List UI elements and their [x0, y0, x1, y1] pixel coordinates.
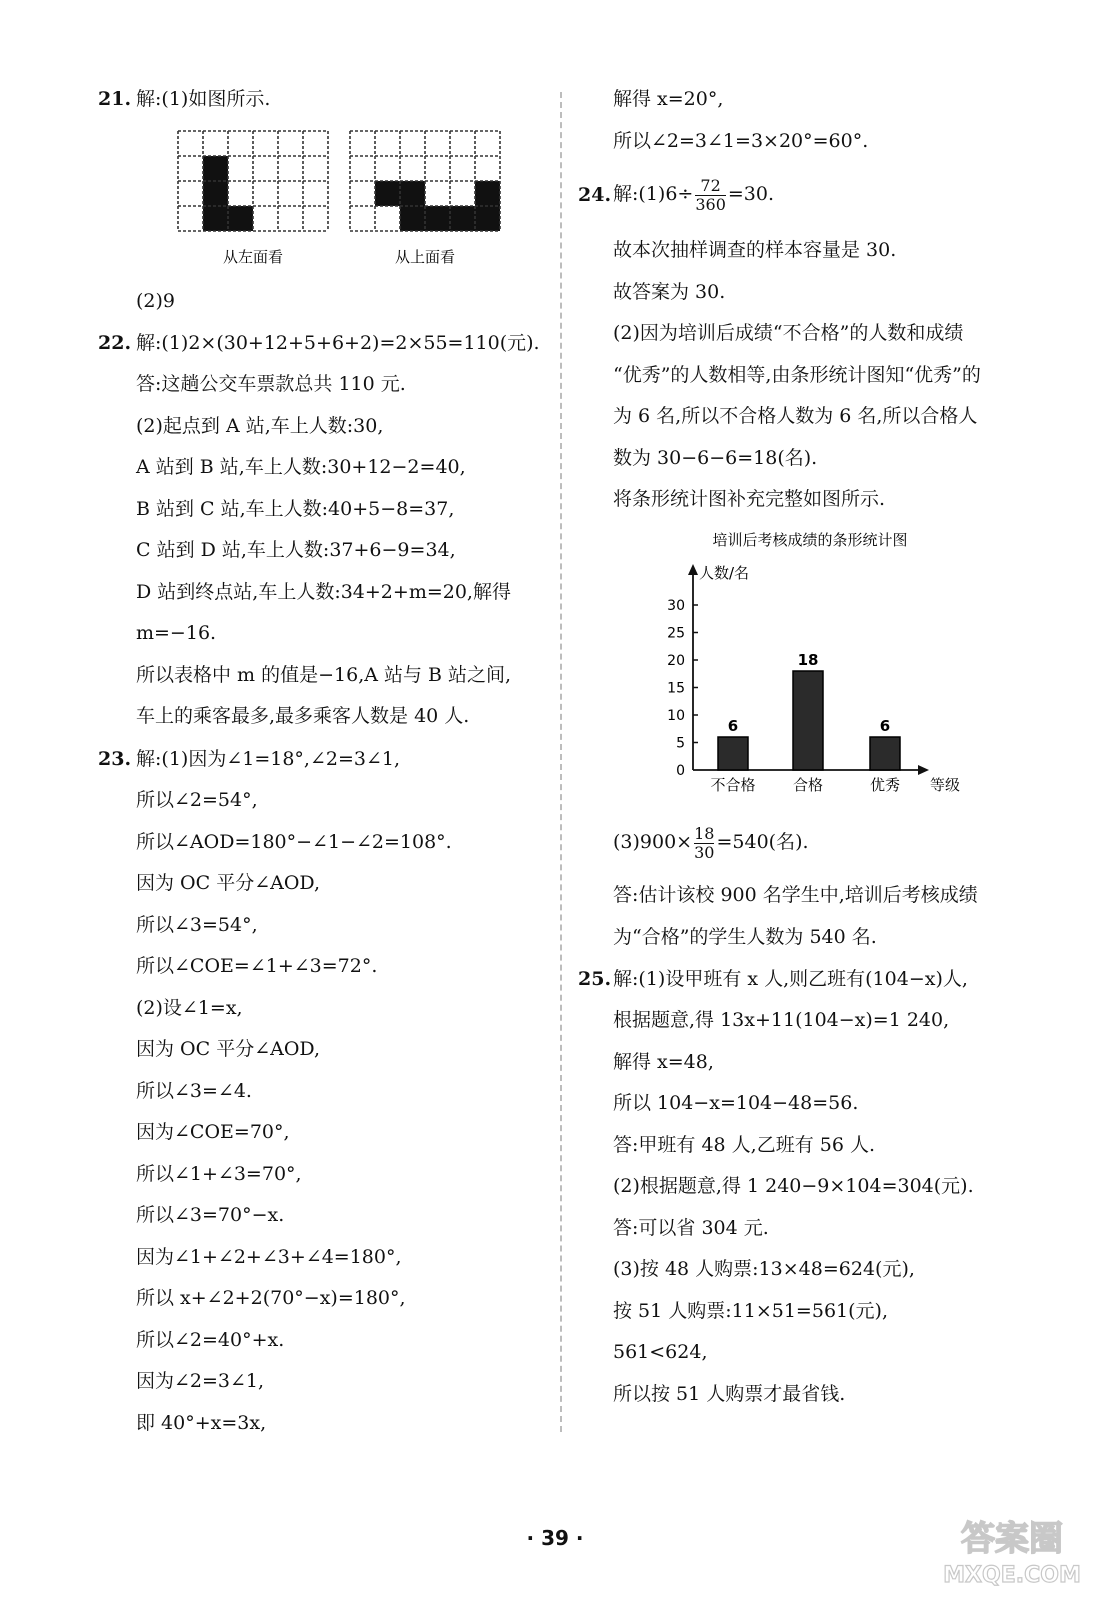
answer-line: 因为 OC 平分∠AOD, [136, 872, 321, 894]
x-tick-label: 合格 [792, 776, 824, 794]
watermark-logo-text: 答案圈 [961, 1519, 1063, 1559]
answer-line: C 站到 D 站,车上人数:37+6−9=34, [136, 539, 456, 561]
answer-line: 按 51 人购票:11×51=561(元), [613, 1300, 888, 1322]
answer-line-fraction [613, 818, 809, 866]
question-number: 22. [98, 332, 132, 354]
answer-line: (2)根据题意,得 1 240−9×104=304(元). [613, 1175, 974, 1197]
y-axis-label: 人数/名 [699, 564, 750, 582]
answer-line: 数为 30−6−6=18(名). [613, 447, 818, 469]
y-tick-label: 20 [667, 653, 685, 669]
x-tick-label: 不合格 [710, 776, 756, 794]
question-number: 21. [98, 88, 132, 110]
answer-line: 答:可以省 304 元. [613, 1217, 769, 1239]
answer-line: A 站到 B 站,车上人数:30+12−2=40, [136, 456, 466, 478]
x-axis-arrow [918, 765, 929, 775]
y-tick-label: 15 [667, 680, 685, 697]
question-number: 24. [578, 184, 612, 206]
fraction [695, 177, 726, 214]
answer-line: 根据题意,得 13x+11(104−x)=1 240, [613, 1009, 950, 1031]
answer-line: 即 40°+x=3x, [136, 1412, 267, 1434]
left-view-grid [178, 131, 328, 231]
answer-line: 解:(1)设甲班有 x 人,则乙班有(104−x)人, [613, 968, 968, 990]
fraction-numerator: 72 [700, 175, 721, 195]
bar-1 [718, 737, 748, 770]
answer-line: 所以∠3=54°, [136, 914, 258, 936]
answer-line: 所以∠2=54°, [136, 789, 258, 811]
answer-line: 答:甲班有 48 人,乙班有 56 人. [613, 1134, 875, 1156]
chart-title: 培训后考核成绩的条形统计图 [712, 531, 908, 549]
column-divider [560, 92, 562, 1432]
answer-line: 为“合格”的学生人数为 540 名. [613, 926, 877, 948]
answer-line: 故答案为 30. [613, 281, 726, 303]
fraction-denominator: 360 [695, 194, 726, 214]
answer-line: (2)因为培训后成绩“不合格”的人数和成绩 [613, 322, 964, 344]
answer-line: 所以∠2=3∠1=3×20°=60°. [613, 130, 869, 152]
bar-value-label: 6 [727, 717, 739, 735]
answer-line: 解:(1)因为∠1=18°,∠2=3∠1, [136, 748, 401, 770]
bar-3 [870, 737, 900, 770]
fraction [694, 825, 714, 862]
answer-line: 所以 x+∠2+2(70°−x)=180°, [136, 1287, 406, 1309]
watermark-logo-url: MXQE.COM [943, 1563, 1081, 1588]
answer-line: (2)设∠1=x, [136, 997, 243, 1019]
bar-chart [650, 520, 990, 810]
answer-line: 因为∠2=3∠1, [136, 1370, 265, 1392]
answer-line: 因为 OC 平分∠AOD, [136, 1038, 321, 1060]
answer-line: 将条形统计图补充完整如图所示. [613, 488, 886, 510]
fraction-prefix: (3)900× [613, 831, 693, 853]
y-tick-label: 30 [667, 598, 685, 614]
answer-line: 所以 104−x=104−48=56. [613, 1092, 859, 1114]
answer-line: 答:估计该校 900 名学生中,培训后考核成绩 [613, 884, 978, 906]
answer-line: 所以∠AOD=180°−∠1−∠2=108°. [136, 831, 452, 853]
bar-value-label: 18 [797, 651, 819, 669]
answer-line: 所以∠1+∠3=70°, [136, 1163, 302, 1185]
answer-line: 561<624, [613, 1341, 708, 1363]
y-axis-arrow [688, 564, 698, 575]
top-view-grid [350, 131, 500, 231]
answer-line-fraction [613, 170, 774, 218]
answer-line: 答:这趟公交车票款总共 110 元. [136, 373, 406, 395]
fraction-prefix: 解:(1)6÷ [613, 183, 694, 205]
y-tick-label: 25 [667, 625, 685, 642]
answer-line: “优秀”的人数相等,由条形统计图知“优秀”的 [613, 364, 981, 386]
answer-line: 所以表格中 m 的值是−16,A 站与 B 站之间, [136, 664, 512, 686]
answer-line: B 站到 C 站,车上人数:40+5−8=37, [136, 498, 455, 520]
answer-line: (2)9 [136, 290, 176, 312]
y-tick-label: 10 [667, 708, 685, 724]
page-number: · 39 · [526, 1526, 584, 1550]
question-number: 25. [578, 968, 612, 990]
x-tick-label: 优秀 [869, 776, 901, 794]
answer-line: m=−16. [136, 622, 217, 644]
fraction-suffix: =30. [727, 183, 775, 205]
answer-line: 所以∠3=∠4. [136, 1080, 252, 1102]
answer-line: 所以∠2=40°+x. [136, 1329, 285, 1351]
top-view-caption: 从上面看 [394, 248, 456, 266]
answer-line: 因为∠1+∠2+∠3+∠4=180°, [136, 1246, 402, 1268]
y-tick-label: 0 [676, 763, 685, 779]
answer-line: 解:(1)如图所示. [136, 88, 271, 110]
fraction-suffix: =540(名). [716, 831, 809, 853]
answer-line: 解得 x=20°, [613, 88, 724, 110]
bar-value-label: 6 [879, 717, 891, 735]
answer-line: 车上的乘客最多,最多乘客人数是 40 人. [136, 705, 470, 727]
answer-line: 因为∠COE=70°, [136, 1121, 290, 1143]
answer-line: 解:(1)2×(30+12+5+6+2)=2×55=110(元). [136, 332, 540, 354]
left-view-caption: 从左面看 [222, 248, 284, 266]
watermark-logo [920, 1510, 1100, 1590]
answer-line: (3)按 48 人购票:13×48=624(元), [613, 1258, 915, 1280]
answer-line: 所以∠3=70°−x. [136, 1204, 285, 1226]
bar-2 [793, 671, 823, 770]
three-view-figure [170, 126, 520, 276]
answer-line: (2)起点到 A 站,车上人数:30, [136, 415, 384, 437]
answer-line: 所以∠COE=∠1+∠3=72°. [136, 955, 378, 977]
answer-line: 所以按 51 人购票才最省钱. [613, 1383, 846, 1405]
fraction-numerator: 18 [694, 823, 715, 843]
answer-line: 故本次抽样调查的样本容量是 30. [613, 239, 897, 261]
answer-line: 为 6 名,所以不合格人数为 6 名,所以合格人 [613, 405, 978, 427]
y-tick-label: 5 [676, 735, 685, 752]
answer-line: 解得 x=48, [613, 1051, 714, 1073]
x-axis-label: 等级 [930, 776, 961, 794]
answer-line: D 站到终点站,车上人数:34+2+m=20,解得 [136, 581, 511, 603]
fraction-denominator: 30 [694, 842, 715, 862]
question-number: 23. [98, 748, 132, 770]
